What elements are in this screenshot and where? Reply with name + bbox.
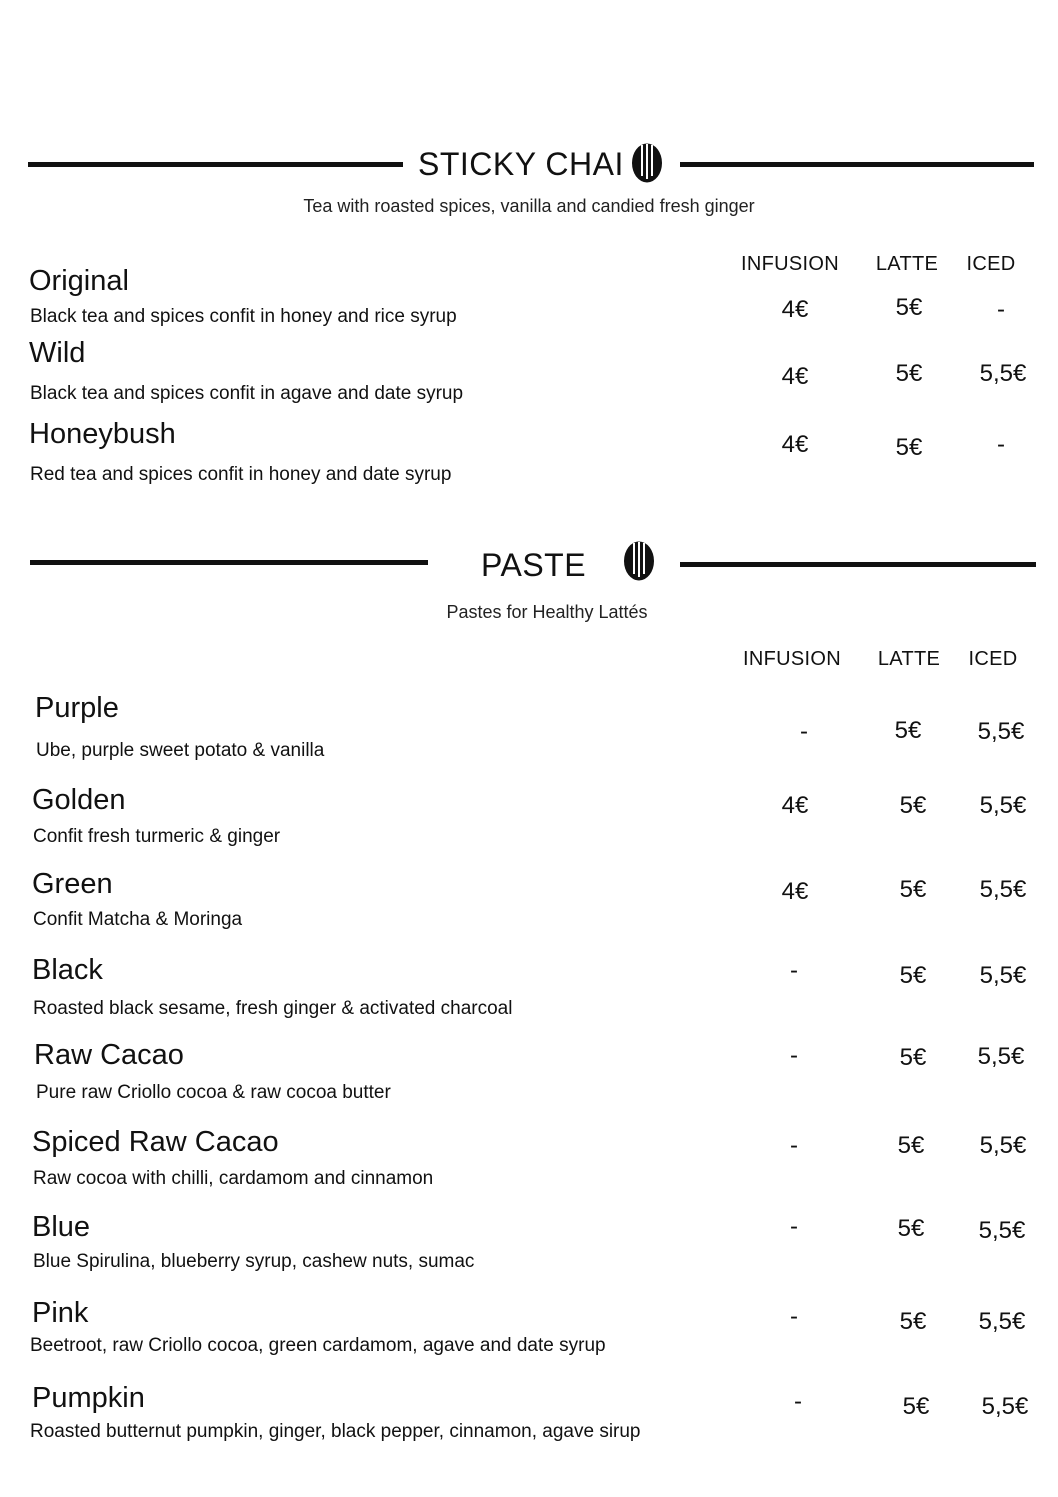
item-name: Golden [32, 784, 126, 816]
column-infusion: INFUSION [741, 253, 839, 275]
price-infusion: - [790, 1303, 798, 1330]
price-infusion: 4€ [781, 296, 809, 323]
price-latte: 5€ [899, 1308, 927, 1335]
item-name: Green [32, 868, 113, 900]
item-description: Black tea and spices confit in honey and rice syrup [30, 306, 457, 327]
price-iced: 5,5€ [978, 1217, 1026, 1244]
price-iced: - [997, 431, 1005, 458]
header-line-right [680, 162, 1034, 167]
price-iced: 5,5€ [981, 1393, 1029, 1420]
header-line-right [680, 562, 1036, 567]
item-description: Confit Matcha & Moringa [33, 909, 243, 930]
price-infusion: - [790, 1132, 798, 1159]
item-name: Spiced Raw Cacao [32, 1126, 279, 1158]
header-line-left [30, 560, 428, 565]
column-latte: LATTE [875, 253, 939, 275]
column-iced: ICED [966, 253, 1016, 275]
price-latte: 5€ [894, 717, 922, 744]
item-description: Beetroot, raw Criollo cocoa, green cardamom, agave and date syrup [30, 1335, 606, 1356]
price-infusion: - [790, 957, 798, 984]
price-infusion: - [790, 1213, 798, 1240]
price-iced: 5,5€ [979, 1132, 1027, 1159]
price-iced: 5,5€ [978, 1308, 1026, 1335]
price-latte: 5€ [895, 360, 923, 387]
price-iced: 5,5€ [979, 876, 1027, 903]
item-name: Raw Cacao [34, 1039, 184, 1071]
section-title: PASTE [481, 547, 587, 583]
header-line-left [28, 162, 403, 167]
column-iced: ICED [968, 648, 1018, 670]
price-latte: 5€ [899, 792, 927, 819]
price-latte: 5€ [899, 876, 927, 903]
price-iced: 5,5€ [977, 1043, 1025, 1070]
price-iced: - [997, 296, 1005, 323]
price-latte: 5€ [897, 1132, 925, 1159]
column-latte: LATTE [877, 648, 941, 670]
price-iced: 5,5€ [979, 962, 1027, 989]
section-subtitle: Pastes for Healthy Lattés [446, 602, 648, 622]
item-name: Blue [32, 1211, 91, 1243]
price-iced: 5,5€ [979, 360, 1027, 387]
item-description: Roasted black sesame, fresh ginger & activated charcoal [33, 998, 513, 1019]
price-latte: 5€ [895, 434, 923, 461]
item-description: Ube, purple sweet potato & vanilla [36, 740, 325, 761]
price-infusion: 4€ [781, 792, 809, 819]
price-infusion: 4€ [781, 878, 809, 905]
item-name: Pink [32, 1297, 89, 1329]
price-infusion: - [794, 1388, 802, 1415]
price-infusion: 4€ [781, 431, 809, 458]
price-latte: 5€ [902, 1393, 930, 1420]
price-infusion: - [790, 1042, 798, 1069]
price-latte: 5€ [895, 294, 923, 321]
item-description: Roasted butternut pumpkin, ginger, black pepper, cinnamon, agave sirup [30, 1421, 641, 1442]
item-name: Black [32, 954, 103, 986]
item-description: Red tea and spices confit in honey and date syrup [30, 464, 452, 485]
price-iced: 5,5€ [977, 718, 1025, 745]
leaf-logo-icon [632, 143, 662, 183]
item-description: Raw cocoa with chilli, cardamom and cinnamon [33, 1168, 434, 1189]
section-subtitle: Tea with roasted spices, vanilla and candied fresh ginger [303, 196, 755, 216]
price-latte: 5€ [899, 1044, 927, 1071]
item-description: Black tea and spices confit in agave and date syrup [30, 383, 464, 404]
item-name: Honeybush [29, 418, 176, 450]
price-iced: 5,5€ [979, 792, 1027, 819]
item-name: Original [29, 265, 129, 297]
column-infusion: INFUSION [743, 648, 841, 670]
item-description: Pure raw Criollo cocoa & raw cocoa butter [36, 1082, 391, 1103]
section-title: STICKY CHAI [418, 146, 624, 182]
item-name: Wild [29, 337, 86, 369]
leaf-logo-icon [624, 541, 654, 581]
price-latte: 5€ [899, 962, 927, 989]
price-latte: 5€ [897, 1215, 925, 1242]
item-description: Blue Spirulina, blueberry syrup, cashew nuts, sumac [33, 1251, 475, 1272]
item-description: Confit fresh turmeric & ginger [33, 826, 281, 847]
item-name: Purple [35, 692, 119, 724]
price-infusion: - [800, 718, 808, 745]
price-infusion: 4€ [781, 363, 809, 390]
item-name: Pumpkin [32, 1382, 145, 1414]
